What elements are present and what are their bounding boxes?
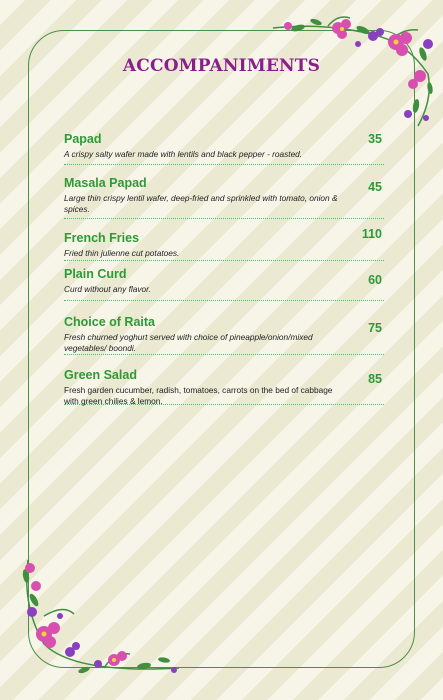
item-name: French Fries bbox=[64, 231, 140, 245]
page-title: ACCOMPANIMENTS bbox=[122, 56, 321, 76]
item-description: Fried thin julienne cut potatoes. bbox=[64, 248, 180, 258]
menu-item-plain-curd bbox=[64, 267, 386, 295]
menu-item-french-fries bbox=[64, 227, 386, 259]
item-price: 75 bbox=[368, 321, 382, 335]
item-separator bbox=[64, 218, 384, 219]
menu-item-masala-papad bbox=[64, 176, 386, 215]
item-separator bbox=[64, 404, 384, 405]
item-description: A crispy salty wafer made with lentils and black pepper - roasted. bbox=[64, 149, 303, 159]
item-price: 60 bbox=[368, 273, 382, 287]
item-price: 45 bbox=[368, 180, 382, 194]
item-name: Papad bbox=[64, 132, 102, 146]
item-price: 35 bbox=[368, 132, 382, 146]
item-name: Plain Curd bbox=[64, 267, 127, 281]
menu-item-green-salad bbox=[64, 368, 386, 407]
menu-item-choice-of-raita bbox=[64, 315, 386, 354]
item-description: Large thin crispy lentil wafer, deep-fried and sprinkled with tomato, onion & spices. bbox=[64, 193, 338, 214]
item-separator bbox=[64, 354, 384, 355]
item-separator bbox=[64, 260, 384, 261]
item-separator bbox=[64, 300, 384, 301]
item-price: 85 bbox=[368, 372, 382, 386]
item-name: Choice of Raita bbox=[64, 315, 155, 329]
item-separator bbox=[64, 164, 384, 165]
item-name: Masala Papad bbox=[64, 176, 147, 190]
item-description: Fresh garden cucumber, radish, tomatoes, carrots on the bed of cabbage with green chilies & lemon. bbox=[64, 385, 333, 406]
item-description: Fresh churned yoghurt served with choice of pineapple/onion/mixed vegetables/ boondi. bbox=[64, 332, 313, 353]
floral-corner-bottom-left bbox=[14, 556, 189, 686]
item-price: 110 bbox=[361, 227, 382, 241]
item-name: Green Salad bbox=[64, 368, 137, 382]
menu-item-papad bbox=[64, 132, 386, 160]
item-description: Curd without any flavor. bbox=[64, 284, 151, 294]
